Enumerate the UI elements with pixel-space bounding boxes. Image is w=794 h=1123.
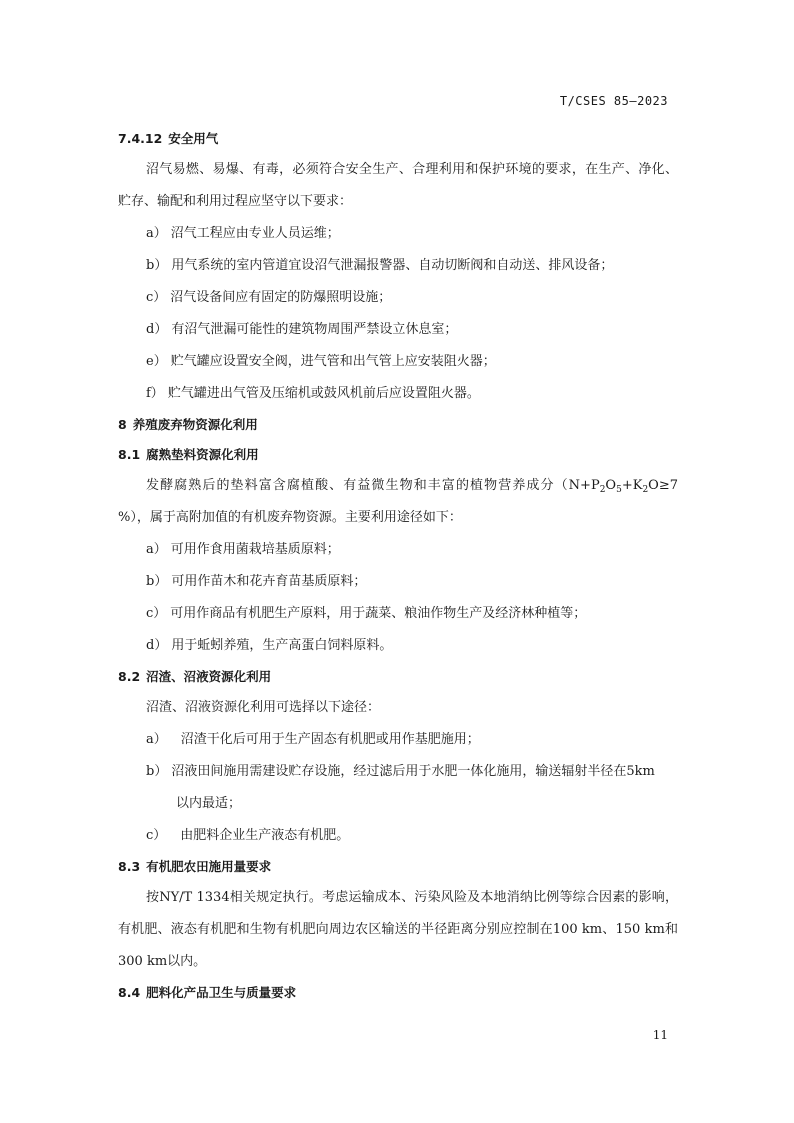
section-title: 肥料化产品卫生与质量要求 (146, 985, 297, 1000)
list-marker: c） (146, 828, 167, 843)
list-item (118, 346, 678, 378)
document-code: T/CSES 85—2023 (559, 94, 668, 108)
para-text: 发酵腐熟后的垫料富含腐植酸、有益微生物和丰富的植物营养成分（N+P (146, 478, 600, 493)
paragraph-safe-gas: 沼气易燃、易爆、有毒，必须符合安全生产、合理利用和保护环境的要求，在生产、净化、贮存、输配和利用过程应坚守以下要求： (118, 162, 678, 209)
section-number: 7.4.12 (118, 131, 163, 146)
list-text: 可用作食用菌栽培基质原料； (170, 542, 340, 557)
list-item (118, 218, 678, 250)
para-text: O (605, 478, 617, 493)
paragraph-application-rate: 按NY/T 1334相关规定执行。考虑运输成本、污染风险及本地消纳比例等综合因素的影响，有机肥、液态有机肥和生物有机肥向周边农区输送的半径距离分别应控制在100 km、150 km和300 km以内。 (118, 890, 678, 969)
list-marker: e） (146, 354, 167, 369)
section-number: 8.3 (118, 859, 141, 874)
list-marker: b） (146, 574, 168, 589)
list-text: 贮气罐应设置安全阀，进气管和出气管上应安装阻火器； (170, 354, 496, 369)
list-marker: a） (146, 732, 167, 747)
list-item (118, 566, 678, 598)
list-text: 可用作苗木和花卉育苗基质原料； (171, 574, 367, 589)
section-title: 沼渣、沼液资源化利用 (146, 669, 272, 684)
page-number: 11 (652, 1028, 668, 1042)
list-text: 用于蚯蚓养殖，生产高蛋白饲料原料。 (171, 638, 393, 653)
list-marker: b） (146, 764, 168, 779)
subscript: 5 (616, 485, 622, 495)
section-number: 8.4 (118, 985, 141, 1000)
heading-8-1 (118, 440, 678, 470)
list-text-continued: 以内最适； (176, 796, 242, 811)
list-text: 沼液田间施用需建设贮存设施，经过滤后用于水肥一体化施用，输送辐射半径在5km (171, 764, 655, 779)
list-marker: a） (146, 542, 167, 557)
subscript: 2 (642, 485, 649, 495)
list-item (118, 598, 678, 630)
list-item (118, 820, 678, 852)
paragraph-digestate: 沼渣、沼液资源化利用可选择以下途径： (146, 700, 381, 715)
list-marker: d） (146, 638, 168, 653)
list-marker: c） (146, 290, 167, 305)
list-marker: b） (146, 258, 168, 273)
section-title: 养殖废弃物资源化利用 (132, 417, 258, 432)
list-item (118, 630, 678, 662)
section-title: 腐熟垫料资源化利用 (146, 447, 259, 462)
list-text: 沼渣干化后可用于生产固态有机肥或用作基肥施用； (180, 732, 480, 747)
heading-8 (118, 410, 678, 440)
section-title: 有机肥农田施用量要求 (146, 859, 272, 874)
paragraph-litter (118, 470, 678, 534)
subscript: 2 (599, 485, 606, 495)
list-marker: d） (146, 322, 168, 337)
list-text: 由肥料企业生产液态有机肥。 (180, 828, 350, 843)
heading-8-2 (118, 662, 678, 692)
section-title: 安全用气 (168, 131, 219, 146)
list-marker: f） (146, 386, 164, 401)
heading-8-4 (118, 978, 678, 1008)
list-text: 有沼气泄漏可能性的建筑物周围严禁设立休息室； (171, 322, 458, 337)
list-item (118, 282, 678, 314)
para-text: +K (621, 478, 643, 493)
list-text: 沼气设备间应有固定的防爆照明设施； (170, 290, 392, 305)
list-marker: a） (146, 226, 167, 241)
section-number: 8.1 (118, 447, 141, 462)
list-item (118, 534, 678, 566)
list-text: 贮气罐进出气管及压缩机或鼓风机前后应设置阻火器。 (167, 386, 480, 401)
list-item (118, 250, 678, 282)
list-marker: c） (146, 606, 167, 621)
list-item (118, 724, 678, 756)
list-text: 用气系统的室内管道宜设沼气泄漏报警器、自动切断阀和自动送、排风设备； (171, 258, 614, 273)
list-item (118, 756, 678, 820)
heading-8-3 (118, 852, 678, 882)
heading-7-4-12 (118, 124, 678, 154)
para-text: O≥7 %），属于高附加值的有机废弃物资源。主要利用途径如下： (118, 478, 678, 525)
section-number: 8 (118, 417, 127, 432)
list-text: 可用作商品有机肥生产原料，用于蔬菜、粮油作物生产及经济林种植等； (170, 606, 587, 621)
page-content (118, 124, 678, 1008)
list-item (118, 378, 678, 410)
list-text: 沼气工程应由专业人员运维； (170, 226, 340, 241)
section-number: 8.2 (118, 669, 141, 684)
list-item (118, 314, 678, 346)
